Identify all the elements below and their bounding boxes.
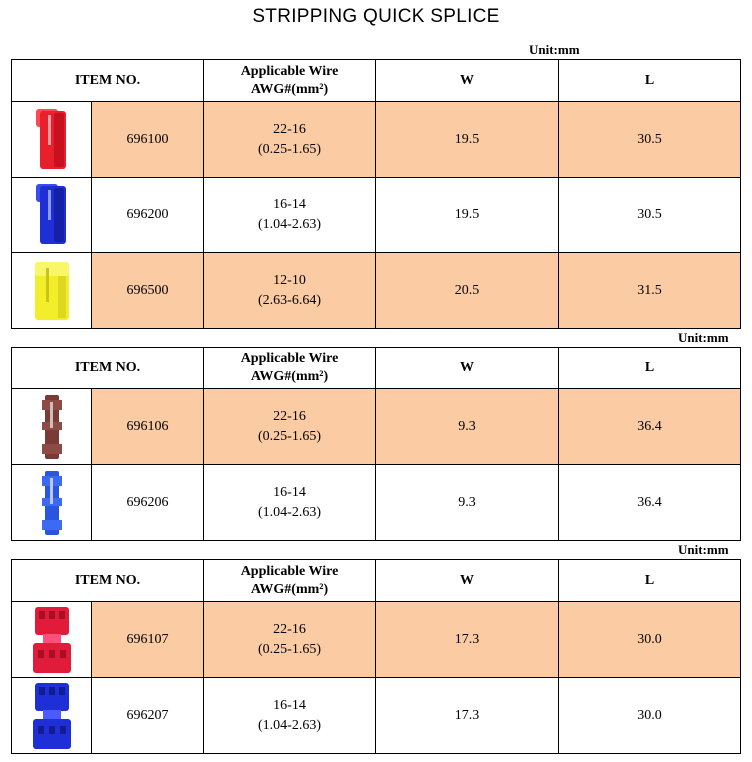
w-value: 17.3 xyxy=(376,602,559,678)
l-value: 36.4 xyxy=(559,389,741,465)
item-number: 696106 xyxy=(92,389,204,465)
l-value: 31.5 xyxy=(559,253,741,329)
blue-t-splice-connector-icon xyxy=(30,180,74,250)
l-header: L xyxy=(559,560,741,602)
w-header: W xyxy=(376,348,559,389)
spec-table-1 xyxy=(11,59,741,329)
table-header-row xyxy=(12,348,741,389)
item-number: 696100 xyxy=(92,102,204,178)
product-image xyxy=(12,465,92,541)
w-value: 20.5 xyxy=(376,253,559,329)
table-row xyxy=(12,102,741,178)
l-value: 30.5 xyxy=(559,178,741,253)
page-title: STRIPPING QUICK SPLICE xyxy=(252,6,500,27)
spec-table-3 xyxy=(11,559,741,754)
product-image xyxy=(12,102,92,178)
item-number: 696206 xyxy=(92,465,204,541)
applicable-wire-header: Applicable Wire AWG#(mm²) xyxy=(204,560,376,602)
product-image xyxy=(12,253,92,329)
w-header: W xyxy=(376,60,559,102)
awg-range: 16-14 (1.04-2.63) xyxy=(204,178,376,253)
table-header-row xyxy=(12,60,741,102)
red-t-splice-connector-icon xyxy=(30,105,74,175)
table-row xyxy=(12,178,741,253)
awg-range: 22-16 (0.25-1.65) xyxy=(204,602,376,678)
awg-range: 22-16 (0.25-1.65) xyxy=(204,102,376,178)
table-row xyxy=(12,602,741,678)
table-header-row xyxy=(12,560,741,602)
l-header: L xyxy=(559,60,741,102)
item-number: 696200 xyxy=(92,178,204,253)
item-number: 696500 xyxy=(92,253,204,329)
table-row xyxy=(12,389,741,465)
item-no-header: ITEM NO. xyxy=(12,348,204,389)
w-value: 19.5 xyxy=(376,102,559,178)
table-row xyxy=(12,253,741,329)
red-hinged-splice-connector-icon xyxy=(29,604,75,676)
product-image xyxy=(12,389,92,465)
l-value: 36.4 xyxy=(559,465,741,541)
unit-label: Unit:mm xyxy=(678,542,729,557)
w-value: 17.3 xyxy=(376,678,559,754)
applicable-wire-header: Applicable Wire AWG#(mm²) xyxy=(204,60,376,102)
awg-range: 16-14 (1.04-2.63) xyxy=(204,678,376,754)
table-row xyxy=(12,678,741,754)
blue-slim-splice-connector-icon xyxy=(37,468,67,538)
spec-table-2 xyxy=(11,347,741,541)
awg-range: 22-16 (0.25-1.65) xyxy=(204,389,376,465)
item-number: 696207 xyxy=(92,678,204,754)
l-value: 30.0 xyxy=(559,678,741,754)
yellow-t-splice-connector-icon xyxy=(30,256,74,326)
l-value: 30.5 xyxy=(559,102,741,178)
unit-label: Unit:mm xyxy=(678,330,729,345)
l-header: L xyxy=(559,348,741,389)
product-image xyxy=(12,178,92,253)
item-no-header: ITEM NO. xyxy=(12,60,204,102)
w-header: W xyxy=(376,560,559,602)
item-no-header: ITEM NO. xyxy=(12,560,204,602)
product-image xyxy=(12,602,92,678)
w-value: 19.5 xyxy=(376,178,559,253)
w-value: 9.3 xyxy=(376,465,559,541)
applicable-wire-header: Applicable Wire AWG#(mm²) xyxy=(204,348,376,389)
item-number: 696107 xyxy=(92,602,204,678)
awg-range: 16-14 (1.04-2.63) xyxy=(204,465,376,541)
unit-label: Unit:mm xyxy=(529,42,580,57)
blue-hinged-splice-connector-icon xyxy=(29,680,75,752)
w-value: 9.3 xyxy=(376,389,559,465)
awg-range: 12-10 (2.63-6.64) xyxy=(204,253,376,329)
table-row xyxy=(12,465,741,541)
l-value: 30.0 xyxy=(559,602,741,678)
brown-slim-splice-connector-icon xyxy=(37,392,67,462)
product-image xyxy=(12,678,92,754)
